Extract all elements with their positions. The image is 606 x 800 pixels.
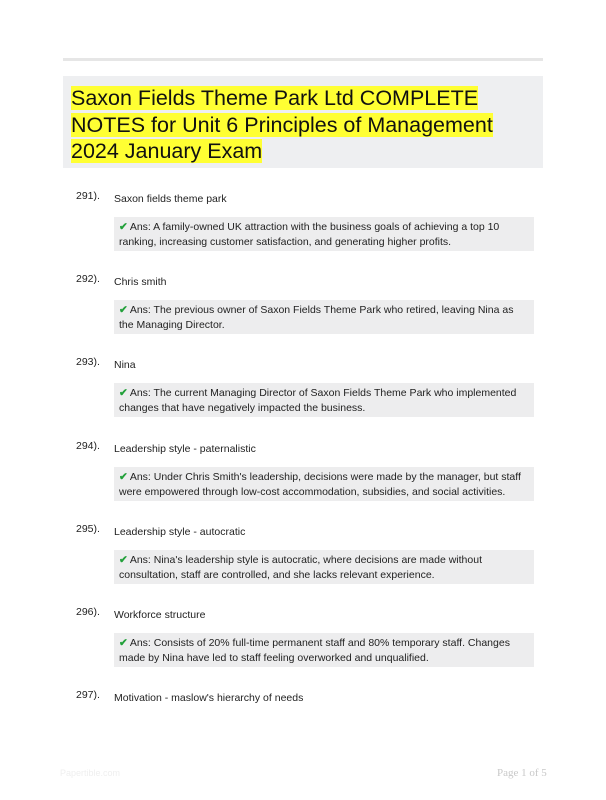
answer-text: Ans: Nina's leadership style is autocratic, where decisions are made without consultation, staff are controlled, and she lacks relevant experience. (119, 554, 482, 581)
checkmark-icon: ✔ (119, 471, 128, 483)
question-number: 292). (76, 273, 100, 285)
document-title: Saxon Fields Theme Park Ltd COMPLETE NOTES for Unit 6 Principles of Management 2024 January Exam (71, 86, 493, 163)
answer-text: Ans: A family-owned UK attraction with the business goals of achieving a top 10 ranking, increasing customer satisfaction, and generating higher profits. (119, 221, 500, 248)
title-banner (63, 76, 543, 168)
question-text: Saxon fields theme park (114, 193, 227, 205)
question-number: 296). (76, 606, 100, 618)
answer-box (114, 383, 534, 417)
question-text: Workforce structure (114, 609, 206, 621)
question-text: Chris smith (114, 276, 167, 288)
footer-watermark: Papertible.com (60, 768, 121, 778)
checkmark-icon: ✔ (119, 304, 128, 316)
page-number: Page 1 of 5 (497, 767, 547, 779)
top-divider (63, 58, 543, 61)
question-text: Leadership style - autocratic (114, 526, 246, 538)
answer-box (114, 467, 534, 501)
answer-box (114, 550, 534, 584)
question-number: 293). (76, 356, 100, 368)
answer-text: Ans: Consists of 20% full-time permanent staff and 80% temporary staff. Changes made by Nina have led to staff feeling overworked and unqualified. (119, 637, 510, 664)
question-number: 291). (76, 190, 100, 202)
question-number: 297). (76, 689, 100, 701)
question-text: Nina (114, 359, 136, 371)
answer-box (114, 217, 534, 251)
answer-box (114, 300, 534, 334)
answer-box (114, 633, 534, 667)
checkmark-icon: ✔ (119, 554, 128, 566)
checkmark-icon: ✔ (119, 221, 128, 233)
question-text: Leadership style - paternalistic (114, 443, 256, 455)
answer-text: Ans: The previous owner of Saxon Fields Theme Park who retired, leaving Nina as the Managing Director. (119, 304, 514, 331)
checkmark-icon: ✔ (119, 387, 128, 399)
answer-text: Ans: Under Chris Smith's leadership, decisions were made by the manager, but staff were empowered through low-cost accommodation, subsidies, and social activities. (119, 471, 521, 498)
checkmark-icon: ✔ (119, 637, 128, 649)
answer-text: Ans: The current Managing Director of Saxon Fields Theme Park who implemented changes that have negatively impacted the business. (119, 387, 517, 414)
question-number: 294). (76, 440, 100, 452)
question-text: Motivation - maslow's hierarchy of needs (114, 692, 304, 704)
question-number: 295). (76, 523, 100, 535)
